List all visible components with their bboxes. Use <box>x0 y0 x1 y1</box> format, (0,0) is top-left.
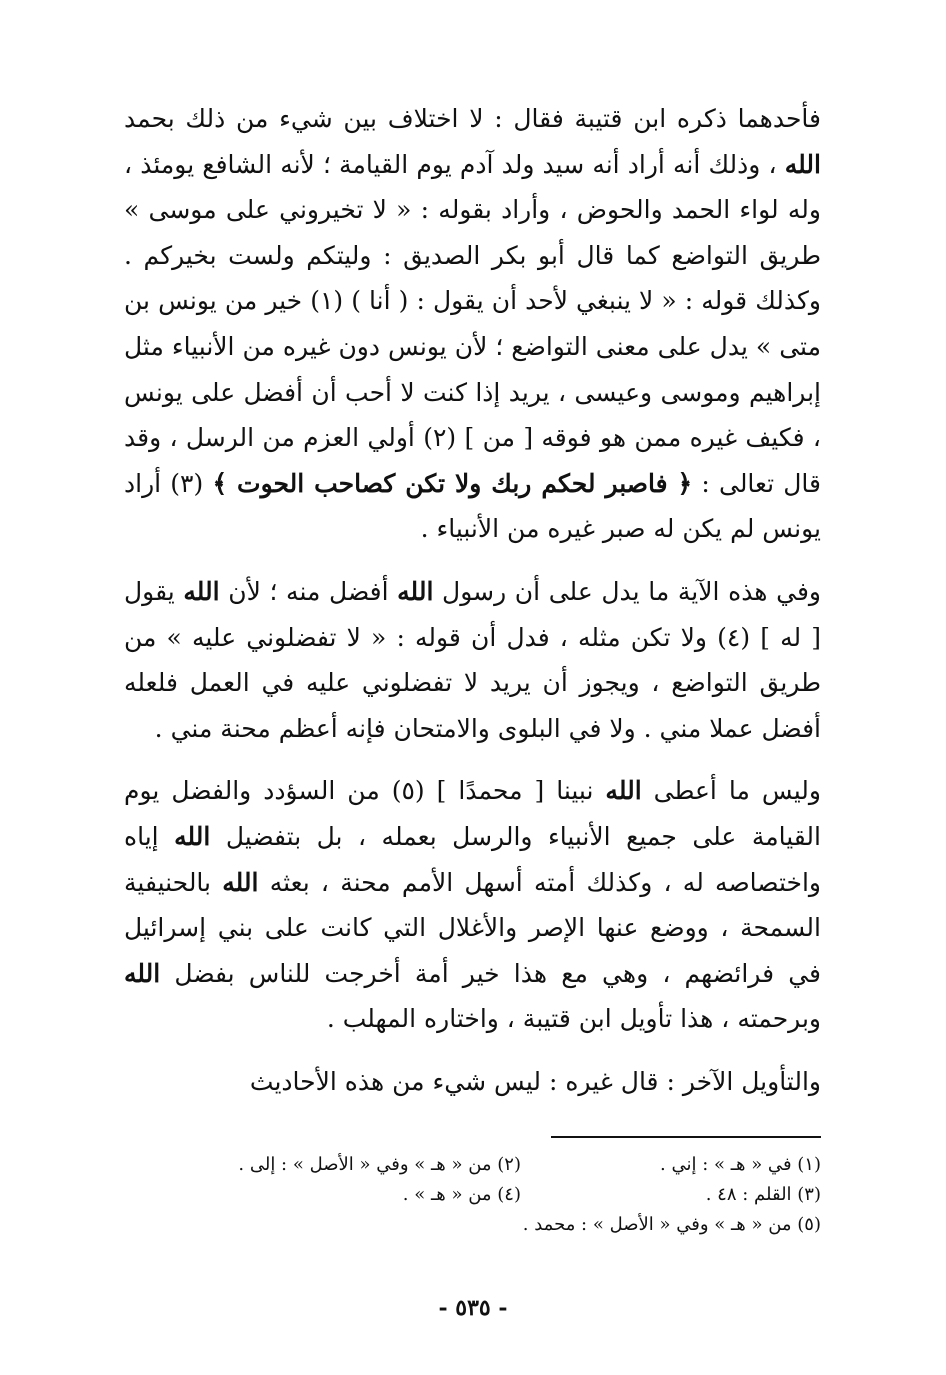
bold-text: الله <box>222 867 259 897</box>
text-segment: نبينا [ محمدًا ] (٥) من السؤدد والفضل يوم القيامة على جميع الأنبياء والرسل بعمله ، بل بتفضيل <box>124 776 821 851</box>
bold-text: الله <box>183 576 220 606</box>
text-segment: وبرحمته ، هذا تأويل ابن قتيبة ، واختاره المهلب . <box>326 1004 821 1034</box>
text-segment: ، وذلك أنه أراد أنه سيد ولد آدم يوم القيامة ؛ لأنه الشافع يومئذ ، وله لواء الحمد والحوض ، وأراد بقوله : « لا تخيروني على موسى » طريق التواضع كما قال أبو بكر الصديق : وليتكم ولست بخيركم . وكذلك قوله : « لا ينبغي لأحد أن يقول : ( أنا ) (١) خير من يونس بن متى » يدل على معنى التواضع ؛ لأن يونس دون غيره من الأنبياء مثل إبراهيم وموسى وعيسى ، يريد إذا كنت لا أحب أن أفضل على يونس ، فكيف غيره ممن هو فوقه [ من ] (٢) أولي العزم من الرسل ، وقد قال تعالى : <box>124 149 821 498</box>
footnote-2: (٢) من « هـ » وفي « الأصل » : إلى . <box>238 1154 521 1175</box>
paragraph <box>124 96 821 552</box>
text-segment: (٣) أراد يونس لم يكن له صبر غيره من الأنبياء . <box>124 468 821 544</box>
bold-text: الله <box>124 958 161 988</box>
text-segment: أفضل منه ؛ لأن <box>219 576 398 606</box>
bold-text: الله <box>397 576 434 606</box>
text-segment: إياه واختصاصه له ، وكذلك أمته أسهل الأمم محنة ، بعثه <box>124 821 821 897</box>
footnote-3: (٣) القلم : ٤٨ . <box>705 1184 821 1205</box>
text-segment: وليس ما أعطى <box>641 776 821 806</box>
text-segment: فأحدهما ذكره ابن قتيبة فقال : لا اختلاف بين شيء من ذلك بحمد <box>124 104 821 133</box>
footnote-empty <box>124 1210 521 1240</box>
footnote-5: (٥) من « هـ » وفي « الأصل » : محمد . <box>522 1214 821 1235</box>
main-text <box>124 96 821 1104</box>
text-segment: والتأويل الآخر : قال غيره : ليس شيء من هذه الأحاديث <box>249 1066 821 1096</box>
text-segment: بالحنيفية السمحة ، ووضع عنها الإصر والأغلال التي كانت على بني إسرائيل في فرائضهم ، وهي مع هذا خير أمة أخرجت للناس بفضل <box>124 867 821 988</box>
footnote-row <box>124 1210 821 1240</box>
text-segment: يقول [ له ] (٤) ولا تكن مثله ، فدل أن قوله : « لا تفضلوني عليه » من طريق التواضع ، ويجوز أن يريد لا تفضلوني عليه في العمل فلعله أفضل عملا مني . ولا في البلوى والامتحان فإنه أعظم محنة مني . <box>124 576 821 743</box>
paragraph <box>124 1059 821 1105</box>
text-segment: وفي هذه الآية ما يدل على أن رسول <box>433 576 821 606</box>
bold-text: ﴿ فاصبر لحكم ربك ولا تكن كصاحب الحوت ﴾ <box>212 468 693 498</box>
paragraph <box>124 768 821 1042</box>
footnote-divider <box>551 1136 821 1138</box>
bold-text: الله <box>174 821 211 851</box>
footnote-row <box>124 1150 821 1180</box>
bold-text: الله <box>605 776 642 806</box>
footnote-1: (١) في « هـ » : إني . <box>660 1154 821 1175</box>
bold-text: الله <box>784 149 821 179</box>
paragraph <box>124 569 821 751</box>
footnote-4: (٤) من « هـ » . <box>402 1184 521 1205</box>
footnotes <box>124 1150 821 1240</box>
footnote-row <box>124 1180 821 1210</box>
page-number: - ٥٣٥ - <box>438 1295 508 1321</box>
